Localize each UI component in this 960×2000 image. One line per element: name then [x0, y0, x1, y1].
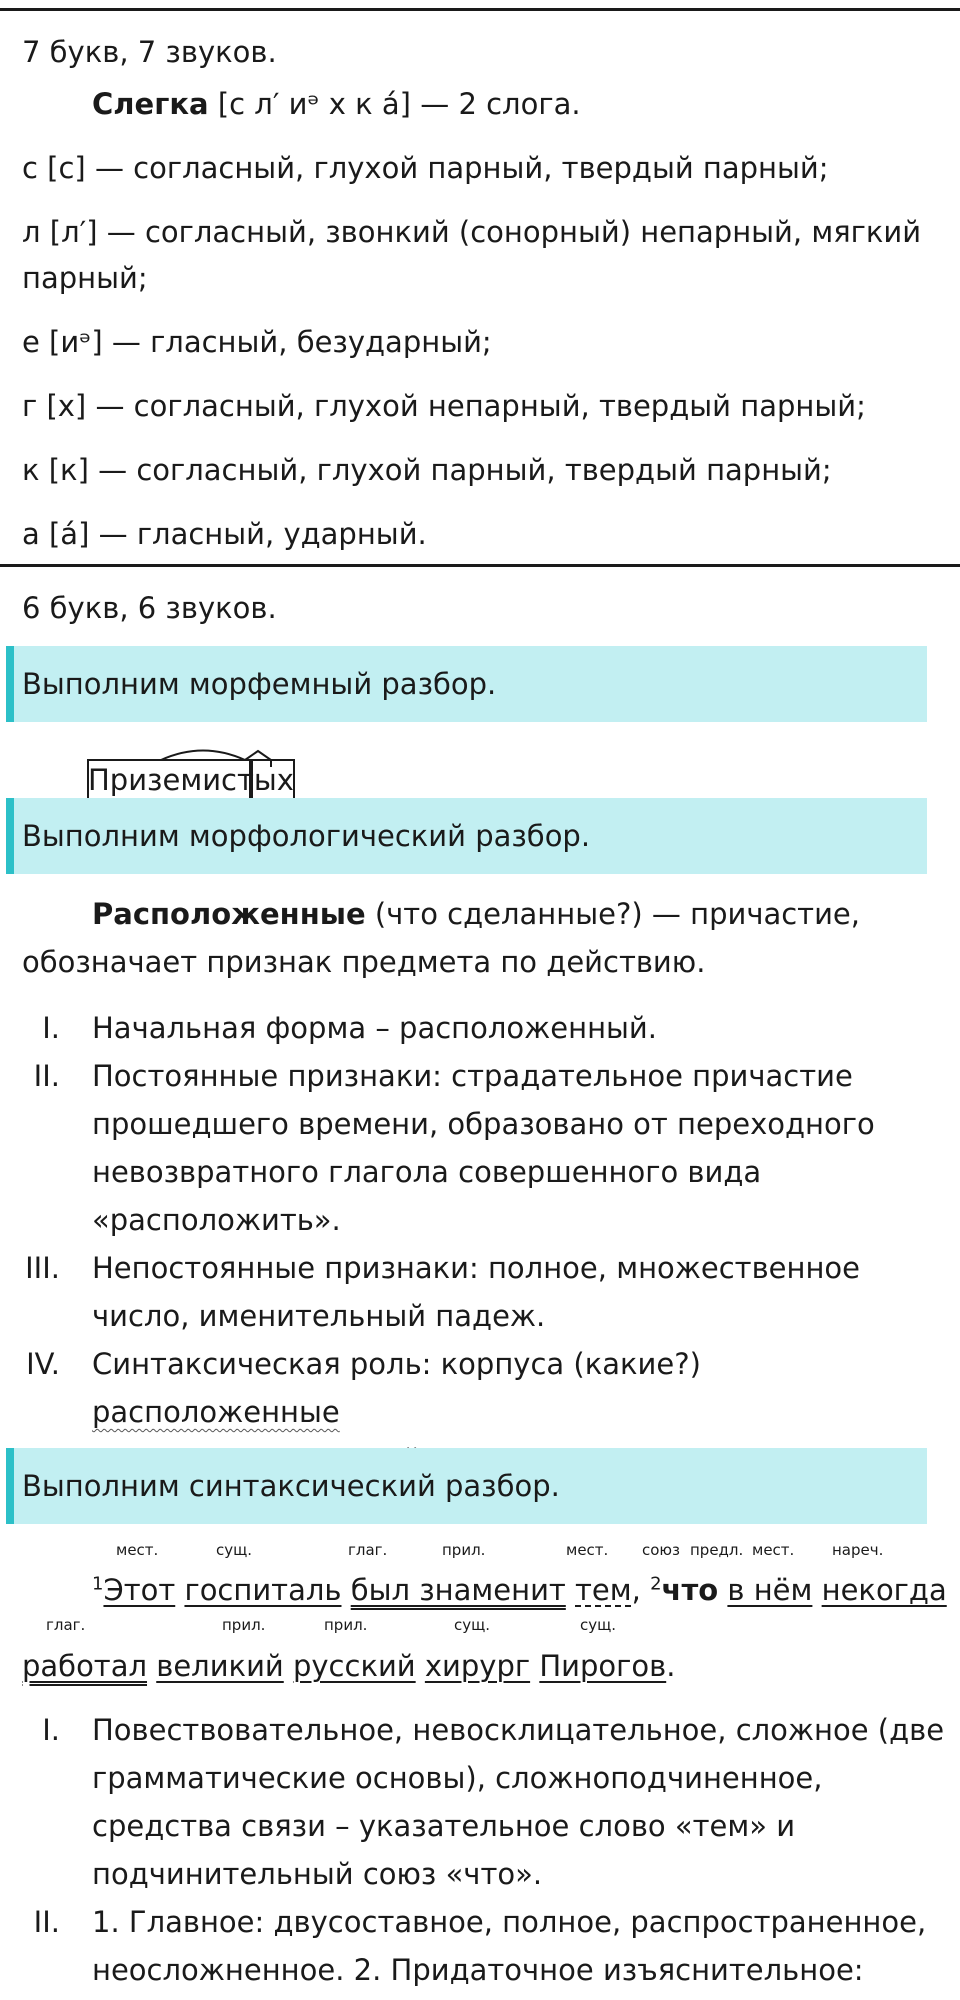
apposition-word: Пирогов [539, 1649, 667, 1683]
phonetic-heading [92, 84, 581, 124]
pos-label: предл. [690, 1541, 744, 1559]
phonetic-row: г [х] — согласный, глухой непарный, твердый парный; [22, 389, 866, 423]
pos-label: сущ. [580, 1616, 617, 1634]
pos-label: союз [642, 1541, 681, 1559]
morpheme-marks [88, 740, 308, 804]
morpheme-word: Приземистых [88, 763, 294, 797]
pos-label: глаг. [46, 1616, 86, 1634]
phonetic-count-2: 6 букв, 6 звуков. [22, 591, 277, 625]
morpheme-diagram [88, 740, 308, 804]
definition-word: великий [156, 1649, 284, 1683]
item-line: число, именительный падеж. [92, 1299, 546, 1333]
period: . [666, 1649, 676, 1683]
item-number: IV. [26, 1347, 60, 1381]
item-line: Постоянные признаки: страдательное причастие [92, 1059, 853, 1093]
item-line: невозвратного глагола совершенного вида [92, 1155, 762, 1189]
root-arc [161, 751, 245, 761]
stem-box [88, 760, 250, 802]
sentence-line-2 [22, 1646, 675, 1686]
pos-label: нареч. [832, 1541, 884, 1559]
divider-middle [0, 564, 960, 567]
adverbial-word: некогда [821, 1573, 947, 1607]
item-number: I. [42, 1011, 60, 1045]
pos-label: прил. [442, 1541, 486, 1559]
comma: , [631, 1573, 641, 1607]
phonetic-row: а [а́] — гласный, ударный. [22, 517, 427, 551]
item-line: подчинительный союз «что». [92, 1857, 543, 1891]
pos-label: мест. [116, 1541, 159, 1559]
definition-word: русский [292, 1649, 416, 1683]
item-number: II. [33, 1905, 60, 1939]
pos-label: глаг. [348, 1541, 388, 1559]
item-text [92, 1244, 952, 1340]
phonetic-row: с [с] — согласный, глухой парный, твердый парный; [22, 151, 829, 185]
pos-label: прил. [222, 1616, 266, 1634]
morphology-heading: Выполним морфологический разбор. [22, 819, 591, 853]
item-line: прошедшего времени, образовано от переходного [92, 1107, 875, 1141]
morphology-word: Расположенные [92, 897, 366, 931]
definition-word: Этот [103, 1573, 176, 1607]
item-line: Начальная форма – расположенный. [92, 1011, 657, 1045]
phonetic-row: е [иᵊ] — гласный, безударный; [22, 325, 492, 359]
syntax-heading-banner [6, 1448, 927, 1524]
banner-accent [6, 646, 14, 722]
item-number: III. [25, 1251, 60, 1285]
item-text [92, 1052, 952, 1244]
pos-label: мест. [566, 1541, 609, 1559]
item-number: II. [33, 1059, 60, 1093]
subject-word: хирург [424, 1649, 531, 1683]
item-line: неосложненное. 2. Придаточное изъяснительное: [92, 1953, 864, 1987]
phonetic-transcription: [с л′ иᵊ х к а́] — 2 слога. [217, 87, 581, 121]
morphology-heading-banner [6, 798, 927, 874]
phonetic-row: л [л′] — согласный, звонкий (сонорный) непарный, мягкий [22, 215, 922, 249]
adverbial-word: в нём [727, 1573, 813, 1607]
phonetic-word: Слегка [92, 87, 209, 121]
item-line: средства связи – указательное слово «тем» и [92, 1809, 796, 1843]
ending-box [252, 760, 294, 802]
subject-word: госпиталь [184, 1573, 342, 1607]
item-text [92, 1898, 952, 1994]
item-line: грамматические основы), сложноподчиненное, [92, 1761, 823, 1795]
clause-number: 1 [92, 1573, 104, 1595]
conjunction-word: что [661, 1573, 719, 1607]
morpheme-heading: Выполним морфемный разбор. [22, 667, 497, 701]
item-line [92, 1340, 952, 1436]
item-text [92, 1706, 952, 1898]
object-word: тем [575, 1573, 632, 1607]
banner-accent [6, 798, 14, 874]
clause-number: 2 [650, 1573, 662, 1595]
sentence-line-1 [92, 1570, 947, 1610]
morpheme-heading-banner [6, 646, 927, 722]
morphology-intro [92, 894, 860, 934]
syntax-heading: Выполним синтаксический разбор. [22, 1469, 560, 1503]
banner-accent [6, 1448, 14, 1524]
item-text [92, 1004, 952, 1052]
item-number: I. [42, 1713, 60, 1747]
pos-label: мест. [752, 1541, 795, 1559]
morphology-intro-line2: обозначает признак предмета по действию. [22, 945, 706, 979]
morphology-intro-text: (что сделанные?) — причастие, [374, 897, 860, 931]
phonetic-row: к [к] — согласный, глухой парный, твердый парный; [22, 453, 832, 487]
pos-label: прил. [324, 1616, 368, 1634]
pos-label: сущ. [454, 1616, 491, 1634]
phonetic-count-1: 7 букв, 7 звуков. [22, 35, 277, 69]
item-text-plain: Синтаксическая роль: корпуса (какие?) [92, 1347, 701, 1381]
item-line: Непостоянные признаки: полное, множественное [92, 1251, 861, 1285]
item-line: 1. Главное: двусоставное, полное, распространенное, [92, 1905, 927, 1939]
predicate-word: был знаменит [350, 1573, 566, 1607]
predicate-word: работал [22, 1649, 148, 1683]
item-line: «расположить». [92, 1203, 341, 1237]
item-line: Повествовательное, невосклицательное, сложное (две [92, 1713, 945, 1747]
divider-top [0, 8, 960, 11]
pos-label: сущ. [216, 1541, 253, 1559]
participle-phrase: расположенные [92, 1395, 340, 1429]
phonetic-row: парный; [22, 261, 148, 295]
prefix-mark [88, 760, 161, 767]
